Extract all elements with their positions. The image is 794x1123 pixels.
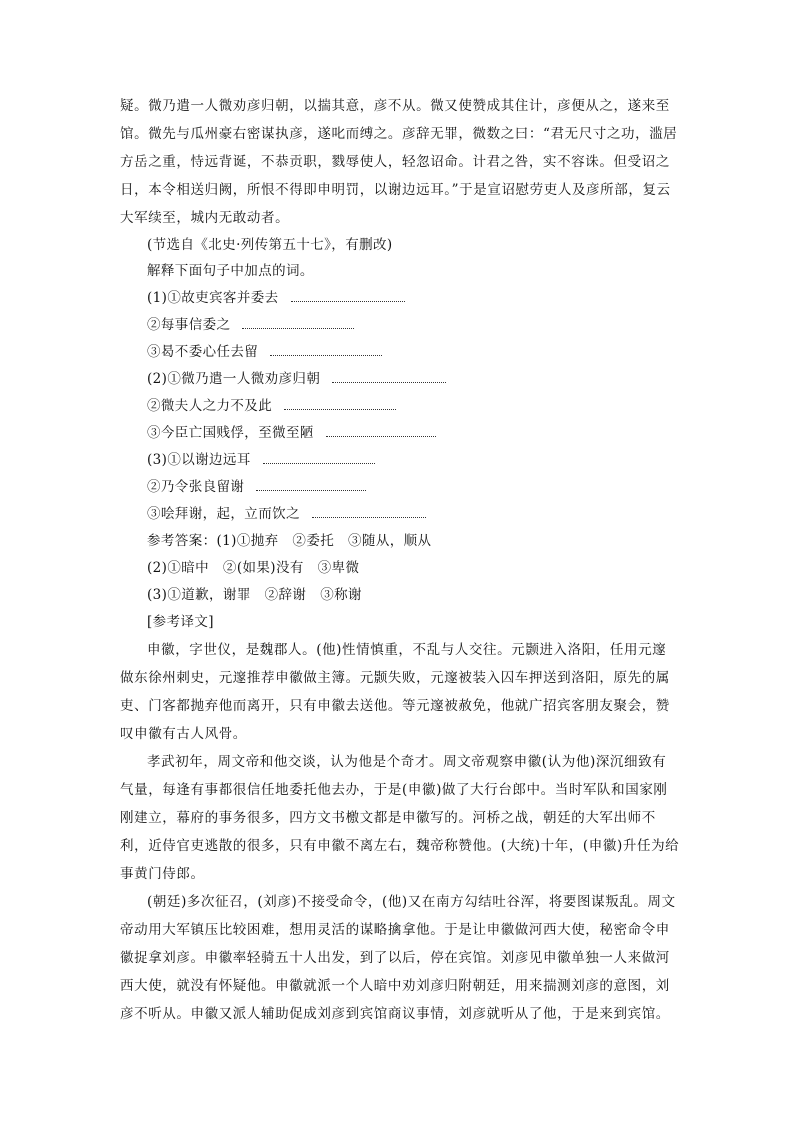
answer-blank bbox=[284, 400, 396, 410]
answer-blank bbox=[326, 427, 436, 437]
answer-blank bbox=[291, 292, 405, 302]
translation-heading: [参考译文] bbox=[147, 614, 214, 630]
translation-paragraph: 申徽，字世仪，是魏郡人。(他)性情慎重，不乱与人交往。元颢进入洛阳，任用元邃做东徐州刺史，元邃推荐申徽做主簿。元颢失败，元邃被装入囚车押送到洛阳，原先的属吏、门客都抛弃他而离开，只有申徽去送他。等元邃被赦免，他就广招宾客朋友聚会，赞叹申徽有古人风骨。 bbox=[120, 642, 670, 742]
question-text: ②微夫人之力不及此 bbox=[147, 398, 273, 414]
translation-paragraph: (朝廷)多次征召，(刘彦)不接受命令，(他)又在南方勾结吐谷浑，将要图谋叛乱。周文帝动用大军镇压比较困难，想用灵活的谋略擒拿他。于是让申徽做河西大使，秘密命令申徽捉拿刘彦。申徽率轻骑五十人出发，到了以后，停在宾馆。刘彦见申徽单独一人来做河西大使，就没有怀疑他。申徽就派一个人暗中劝刘彦归附朝廷，用来揣测刘彦的意图，刘彦不听从。申徽又派人辅助促成刘彦到宾馆商议事情，刘彦就听从了他，于是来到宾馆。 bbox=[120, 894, 676, 1022]
question-item bbox=[147, 366, 446, 392]
answer-line: 参考答案：(1)①抛弃 ②委托 ③随从，顺从 bbox=[147, 533, 432, 549]
question-item bbox=[147, 420, 436, 446]
answer-blank bbox=[256, 481, 366, 491]
answer-blank bbox=[312, 508, 426, 518]
question-item bbox=[147, 312, 354, 338]
answer-blank bbox=[263, 454, 375, 464]
question-text: ③曷不委心任去留 bbox=[147, 344, 259, 360]
question-text: (1)①故吏宾客并委去 bbox=[147, 290, 279, 306]
question-text: (2)①微乃遣一人微劝彦归朝 bbox=[147, 371, 321, 387]
question-text: ③哙拜谢，起，立而饮之 bbox=[147, 506, 300, 522]
question-item bbox=[147, 501, 426, 527]
question-item bbox=[147, 285, 405, 311]
question-item bbox=[147, 447, 375, 473]
translation-paragraph: 孝武初年，周文帝和他交谈，认为他是个奇才。周文帝观察申徽(认为他)深沉细致有气量，每逢有事都很信任地委托他去办，于是(申徽)做了大行台郎中。当时军队和国家刚刚建立，幕府的事务很多，四方文书檄文都是申徽写的。河桥之战，朝廷的大军出师不利，近侍官吏逃散的很多，只有申徽不离左右，魏帝称赞他。(大统)十年，(申徽)升任为给事黄门侍郎。 bbox=[120, 754, 680, 882]
question-text: (3)①以谢边远耳 bbox=[147, 452, 251, 468]
opening-paragraph: 疑。微乃遣一人微劝彦归朝，以揣其意，彦不从。微又使赞成其住计，彦便从之，遂来至馆。微先与瓜州豪右密谋执彦，遂叱而缚之。彦辞无罪，微数之曰：“君无尺寸之功，滥居方岳之重，恃远背诞，不恭贡职，戮辱使人，轻忽诏命。计君之咎，实不容诛。但受诏之日，本令相送归阙，所恨不得即申明罚，以谢边远耳。”于是宣诏慰劳吏人及彦所部，复云大军续至，城内无敢动者。 bbox=[120, 98, 678, 226]
question-item bbox=[147, 474, 366, 500]
answer-blank bbox=[332, 373, 446, 383]
answer-blank bbox=[242, 319, 354, 329]
answer-blank bbox=[270, 346, 382, 356]
question-item bbox=[147, 339, 382, 365]
answer-line: (3)①道歉，谢罪 ②辞谢 ③称谢 bbox=[147, 587, 362, 603]
question-text: ②乃令张良留谢 bbox=[147, 479, 245, 495]
question-text: ③今臣亡国贱俘，至微至陋 bbox=[147, 425, 314, 441]
question-item bbox=[147, 393, 396, 419]
question-text: ②每事信委之 bbox=[147, 317, 231, 333]
answer-line: (2)①暗中 ②(如果)没有 ③卑微 bbox=[147, 560, 360, 576]
source-citation: (节选自《北史·列传第五十七》，有删改) bbox=[147, 237, 393, 253]
instruction: 解释下面句子中加点的词。 bbox=[147, 263, 314, 279]
